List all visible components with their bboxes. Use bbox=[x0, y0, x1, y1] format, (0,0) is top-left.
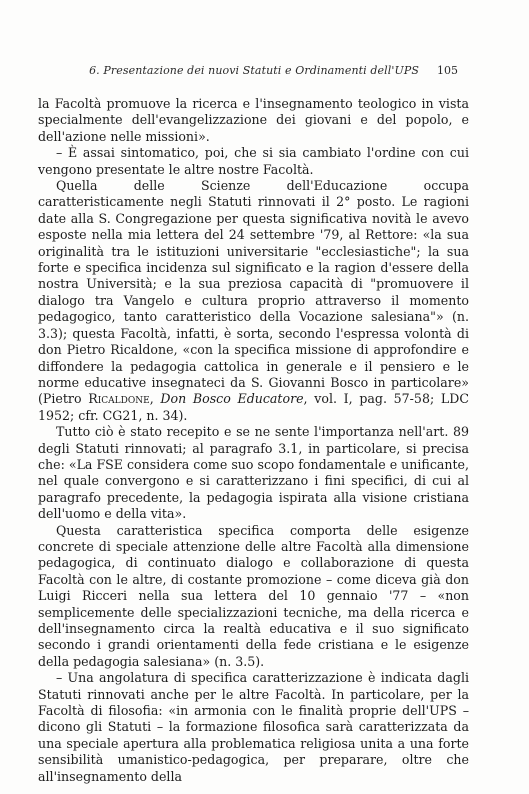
paragraph-4: Tutto ciò è stato recepito e se ne sente l'importanza nell'art. 89 degli Statuti rinnovati; al paragrafo 3.1, in particolare, si precisa che: «La FSE considera come suo scopo fondamentale e unificante, nel quale convergono e si caratterizzano i fini specifici, di cui al paragrafo precedente, la pedagogia ispirata alla visione cristiana dell'uomo e della vita». bbox=[38, 424, 470, 522]
author-name: Ricaldone bbox=[88, 391, 150, 407]
paragraph-6: – Una angolatura di specifica caratterizzazione è indicata dagli Statuti rinnovati anche per le altre Facoltà. In particolare, per la Facoltà di filosofia: «in armonia con le finalità proprie dell'UPS – dicono gli Statuti – la formazione filosofica sarà caratterizzata da una speciale apertura alla problematica religiosa unita a una forte sensibilità umanistico-pedagogica, per preparare, oltre che all'insegnamento della bbox=[38, 670, 469, 784]
running-title: 6. Presentazione dei nuovi Statuti e Ordinamenti dell'UPS bbox=[89, 64, 419, 77]
work-title: Don Bosco Educatore bbox=[160, 391, 304, 407]
citation-tail: , vol. I, pag. 57-58; LDC 1952; cfr. CG21, n. 34). bbox=[38, 391, 469, 423]
paragraph-3: Quella delle Scienze dell'Educazione occupa caratteristicamente negli Statuti rinnovati il 2° posto. Le ragioni date alla S. Congregazione per questa significativa novità le avevo esposte nella mia lettera del 24 settembre '79, al Rettore: «la sua originalità tra le istituzioni universitarie "ecclesiastiche"; la sua forte e specifica incidenza sul significato e la ragion d'essere della nostra Università; e la sua preziosa capacità di "promuovere il dialogo tra Vangelo e cultura proprio attraverso il momento pedagogico, tanto caratteristico della Vocazione salesiana"» (n. 3.3); questa Facoltà, infatti, è sorta, secondo l'espressa volontà di don Pietro Ricaldone, «con la specifica missione di approfondire e diffondere la pedagogia cattolica in generale e il pensiero e le norme educative insegnateci da S. Giovanni Bosco in particolare» (Pietro Ricaldone, Don Bosco Educatore, vol. I, pag. 57-58; LDC 1952; cfr. CG21, n. 34). bbox=[38, 178, 469, 423]
paragraph-3-text: Quella delle Scienze dell'Educazione occupa caratteristicamente negli Statuti rinnovati il 2° posto. Le ragioni date alla S. Congregazione per questa significativa novità le avevo esposte nella mia lettera del 24 settembre '79, al Rettore: «la sua originalità tra le istituzioni universitarie "ecclesiastiche"; la sua forte e specifica incidenza sul significato e la ragion d'essere della nostra Università; e la sua preziosa capacità di "promuovere il dialogo tra Vangelo e cultura proprio attraverso il momento pedagogico, tanto caratteristico della Vocazione salesiana"» (n. 3.3); questa Facoltà, infatti, è sorta, secondo l'espressa volontà di don Pietro Ricaldone, «con la specifica missione di approfondire e diffondere la pedagogia cattolica in generale e il pensiero e le norme educative insegnateci da S. Giovanni Bosco in particolare» (Pietro bbox=[38, 178, 469, 407]
paragraph-2: – È assai sintomatico, poi, che si sia cambiato l'ordine con cui vengono presentate le altre nostre Facoltà. bbox=[38, 145, 469, 177]
paragraph-5: Questa caratteristica specifica comporta delle esigenze concrete di speciale attenzione delle altre Facoltà alla dimensione pedagogica, di continuato dialogo e collaborazione di questa Facoltà con le altre, di costante promozione – come diceva già don Luigi Ricceri nella sua lettera del 10 gennaio '77 – «non semplicemente delle specializzazioni tecniche, ma della ricerca e dell'insegnamento circa la realtà educativa e il suo significato secondo i grandi orientamenti della fede cristiana e le esigenze della pedagogia salesiana» (n. 3.5). bbox=[38, 522, 469, 669]
page-number: 105 bbox=[437, 64, 458, 77]
running-head bbox=[60, 64, 458, 77]
body-text bbox=[38, 96, 469, 785]
paragraph-1: la Facoltà promuove la ricerca e l'insegnamento teologico in vista specialmente dell'evangelizzazione dei giovani e del popolo, e dell'azione nelle missioni». bbox=[38, 96, 469, 144]
